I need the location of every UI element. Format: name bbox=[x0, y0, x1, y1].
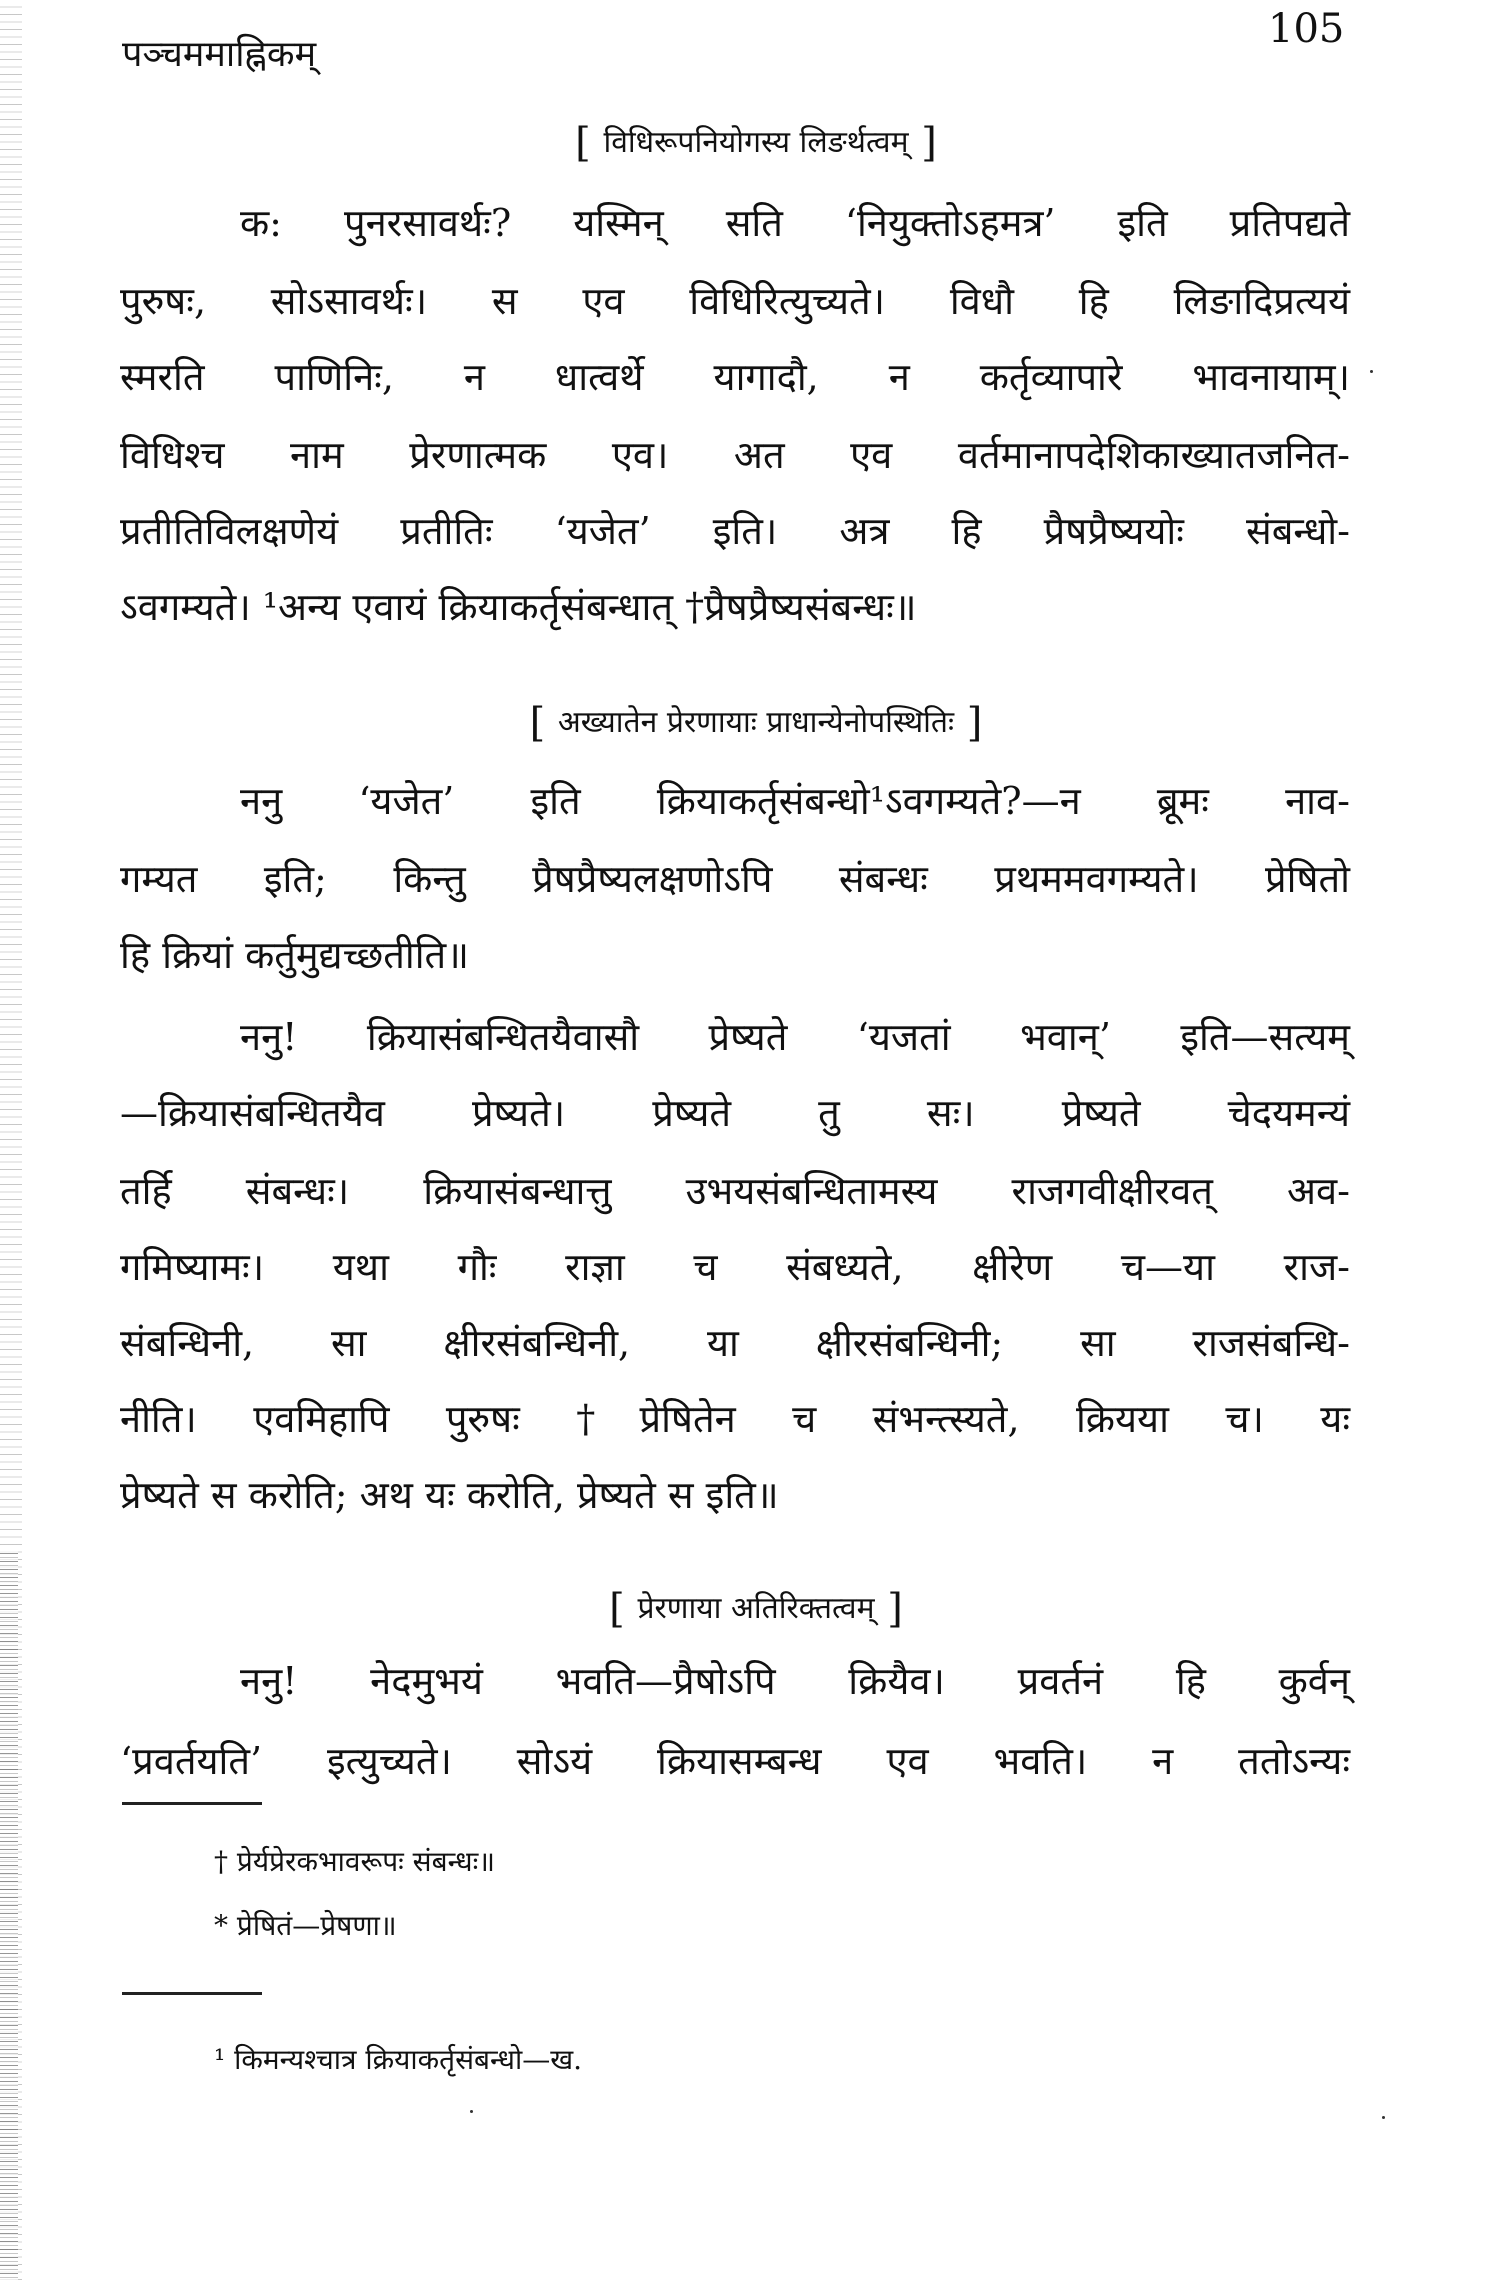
text-line: ऽवगम्यते। ¹अन्य एवायं क्रियाकर्तृसंबन्धात् †प्रैषप्रैष्यसंबन्धः॥ bbox=[120, 585, 917, 629]
text-line: हि क्रियां कर्तुमुद्यच्छतीति॥ bbox=[120, 933, 469, 977]
text-line: स्मरति पाणिनिः, न धात्वर्थे यागादौ, न कर्तृव्यापारे भावनायाम्। bbox=[120, 355, 1350, 399]
section-heading-2-text: अख्यातेन प्रेरणायाः प्राधान्येनोपस्थितिः bbox=[557, 705, 955, 740]
text-line: तर्हि संबन्धः। क्रियासंबन्धात्तु उभयसंबन्धितामस्य राजगवीक्षीरवत् अव- bbox=[120, 1169, 1350, 1213]
text-line: विधिश्च नाम प्रेरणात्मक एव। अत एव वर्तमानापदेशिकाख्यातजनित- bbox=[120, 433, 1350, 477]
text-line: प्रतीतिविलक्षणेयं प्रतीतिः ‘यजेत’ इति। अत्र हि प्रैषप्रैष्ययोः संबन्धो- bbox=[120, 509, 1350, 553]
footnote-rule bbox=[122, 1992, 262, 1995]
text-line: पुरुषः, सोऽसावर्थः। स एव विधिरित्युच्यते। विधौ हि लिङादिप्रत्ययं bbox=[120, 279, 1350, 323]
text-line: ननु! क्रियासंबन्धितयैवासौ प्रेष्यते ‘यजतां भवान्’ इति—सत्यम् bbox=[240, 1015, 1350, 1059]
section-heading-1-text: विधिरूपनियोगस्य लिङर्थत्वम् bbox=[603, 125, 909, 160]
text-line: ननु! नेदमुभयं भवति—प्रैषोऽपि क्रियैव। प्रवर्तनं हि कुर्वन् bbox=[240, 1659, 1350, 1703]
text-line: ‘प्रवर्तयति’ इत्युच्यते। सोऽयं क्रियासम्बन्ध एव भवति। न ततोऽन्यः bbox=[120, 1739, 1350, 1783]
text-line: प्रेष्यते स करोति; अथ यः करोति, प्रेष्यते स इति॥ bbox=[120, 1473, 779, 1517]
section-heading-1: [ विधिरूपनियोगस्य लिङर्थत्वम् ] bbox=[575, 120, 937, 166]
section-heading-2: [ अख्यातेन प्रेरणायाः प्राधान्येनोपस्थितिः ] bbox=[529, 700, 983, 746]
footnote-numbered: ¹ किमन्यश्चात्र क्रियाकर्तृसंबन्धो—ख. bbox=[214, 2043, 583, 2076]
footnote-star: * प्रेषितं—प्रेषणा॥ bbox=[214, 1909, 397, 1942]
section-heading-3-text: प्रेरणाया अतिरिक्तत्वम् bbox=[637, 1591, 875, 1626]
text-line: ननु ‘यजेत’ इति क्रियाकर्तृसंबन्धो¹ऽवगम्यते?—न ब्रूमः नाव- bbox=[240, 779, 1350, 823]
running-header: पञ्चममाह्निकम् bbox=[122, 34, 317, 75]
text-line: क: पुनरसावर्थः? यस्मिन् सति ‘नियुक्तोऽहमत्र’ इति प्रतिपद्यते bbox=[240, 201, 1350, 245]
text-line: संबन्धिनी, सा क्षीरसंबन्धिनी, या क्षीरसंबन्धिनी; सा राजसंबन्धि- bbox=[120, 1321, 1350, 1365]
text-line: नीति। एवमिहापि पुरुषः †प्रेषितेन च संभन्त्स्यते, क्रियया च। यः bbox=[120, 1397, 1350, 1441]
text-line: गम्यत इति; किन्तु प्रैषप्रैष्यलक्षणोऽपि संबन्धः प्रथममवगम्यते। प्रेषितो bbox=[120, 857, 1350, 901]
scan-edge-noise bbox=[0, 1550, 18, 2280]
section-heading-3: [ प्रेरणाया अतिरिक्तत्वम् ] bbox=[609, 1586, 903, 1632]
text-line: —क्रियासंबन्धितयैव प्रेष्यते। प्रेष्यते तु सः। प्रेष्यते चेदयमन्यं bbox=[120, 1091, 1350, 1135]
scan-speck bbox=[1370, 370, 1373, 373]
scan-speck bbox=[470, 2110, 473, 2113]
text-line: गमिष्यामः। यथा गौः राज्ञा च संबध्यते, क्षीरेण च—या राज- bbox=[120, 1245, 1350, 1289]
scan-speck bbox=[1382, 2116, 1385, 2119]
footnote-rule bbox=[122, 1802, 262, 1805]
page-number: 105 bbox=[1268, 6, 1345, 52]
footnote-dagger: † प्रेर्यप्रेरकभावरूपः संबन्धः॥ bbox=[214, 1845, 496, 1878]
